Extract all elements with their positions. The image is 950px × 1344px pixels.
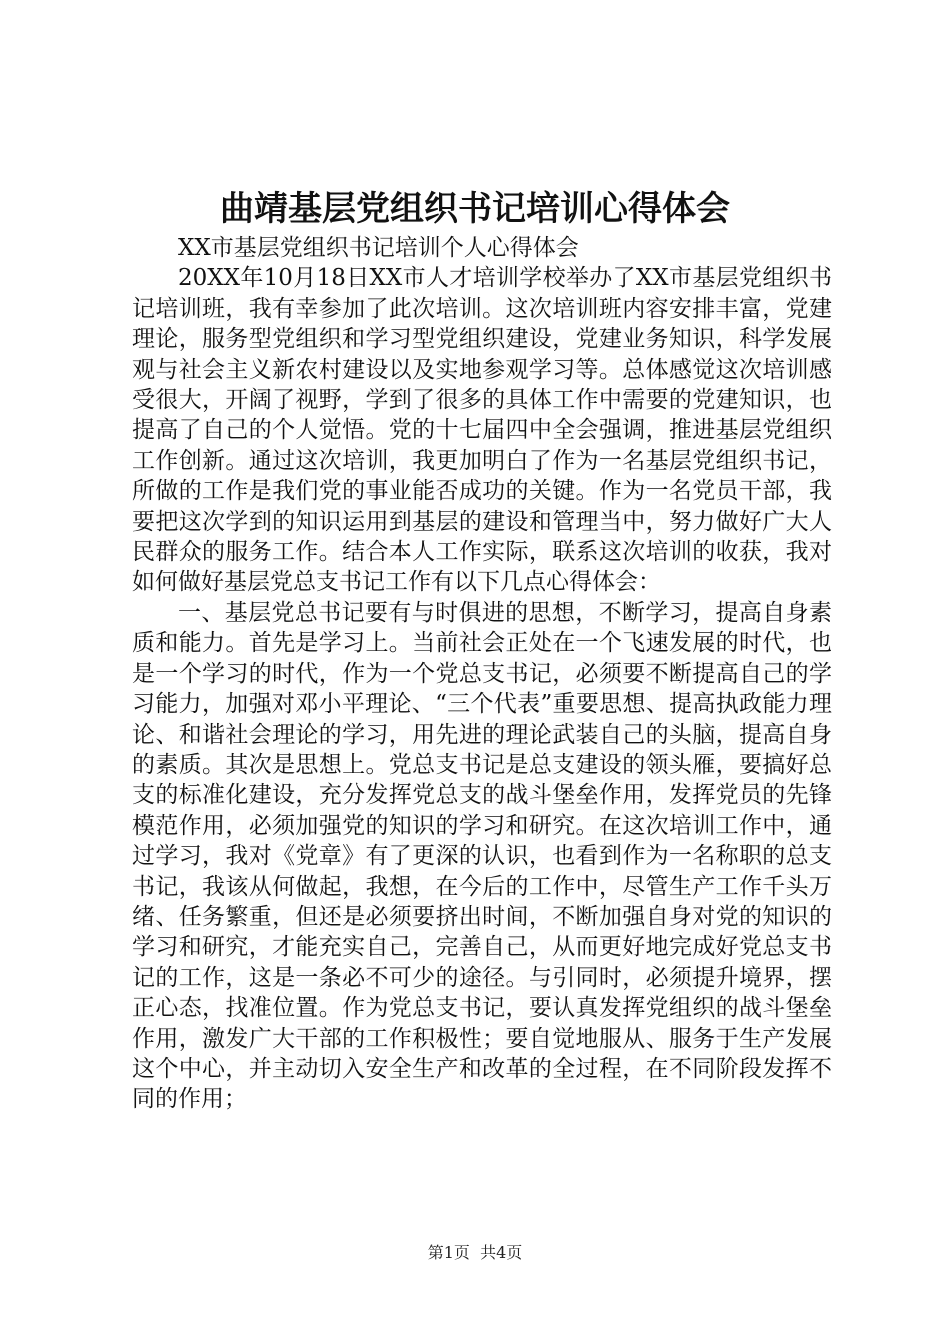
page-footer (0, 1241, 950, 1265)
page-number: 第1页 (427, 1243, 470, 1262)
document-body (132, 233, 832, 1115)
body-paragraph: 20XX年10月18日XX市人才培训学校举办了XX市基层党组织书记培训班，我有幸参加了此次培训。这次培训班内容安排丰富，党建理论，服务型党组织和学习型党组织建设，党建业务知识，科学发展观与社会主义新农村建设以及实地参观学习等。总体感觉这次培训感受很大，开阔了视野，学到了很多的具体工作中需要的党建知识，也提高了自己的个人觉悟。党的十七届四中全会强调，推进基层党组织工作创新。通过这次培训，我更加明白了作为一名基层党组织书记，所做的工作是我们党的事业能否成功的关键。作为一名党员干部，我要把这次学到的知识运用到基层的建设和管理当中，努力做好广大人民群众的服务工作。结合本人工作实际，联系这次培训的收获，我对如何做好基层党总支书记工作有以下几点心得体会： (132, 265, 832, 596)
footer-separator (470, 1243, 480, 1262)
body-paragraph: 一、基层党总书记要有与时俱进的思想，不断学习，提高自身素质和能力。首先是学习上。当前社会正处在一个飞速发展的时代，也是一个学习的时代，作为一个党总支书记，必须要不断提高自己的学习能力，加强对邓小平理论、“三个代表”重要思想、提高执政能力理论、和谐社会理论的学习，用先进的理论武装自己的头脑，提高自身的素质。其次是思想上。党总支书记是总支建设的领头雁，要搞好总支的标准化建设，充分发挥党总支的战斗堡垒作用，发挥党员的先锋模范作用，必须加强党的知识的学习和研究。在这次培训工作中，通过学习，我对《党章》有了更深的认识，也看到作为一名称职的总支书记，我该从何做起，我想，在今后的工作中，尽管生产工作千头万绪、任务繁重，但还是必须要挤出时间，不断加强自身对党的知识的学习和研究，才能充实自己，完善自己，从而更好地完成好党总支书记的工作，这是一条必不可少的途径。与引同时，必须提升境界，摆正心态，找准位置。作为党总支书记，要认真发挥党组织的战斗堡垒作用，激发广大干部的工作积极性；要自觉地服从、服务于生产发展这个中心，并主动切入安全生产和改革的全过程，在不同阶段发挥不同的作用； (132, 599, 832, 1113)
document-title: 曲靖基层党组织书记培训心得体会 (220, 189, 730, 229)
subtitle-paragraph: XX市基层党组织书记培训个人心得体会 (178, 235, 579, 261)
page-total: 共4页 (480, 1243, 523, 1262)
